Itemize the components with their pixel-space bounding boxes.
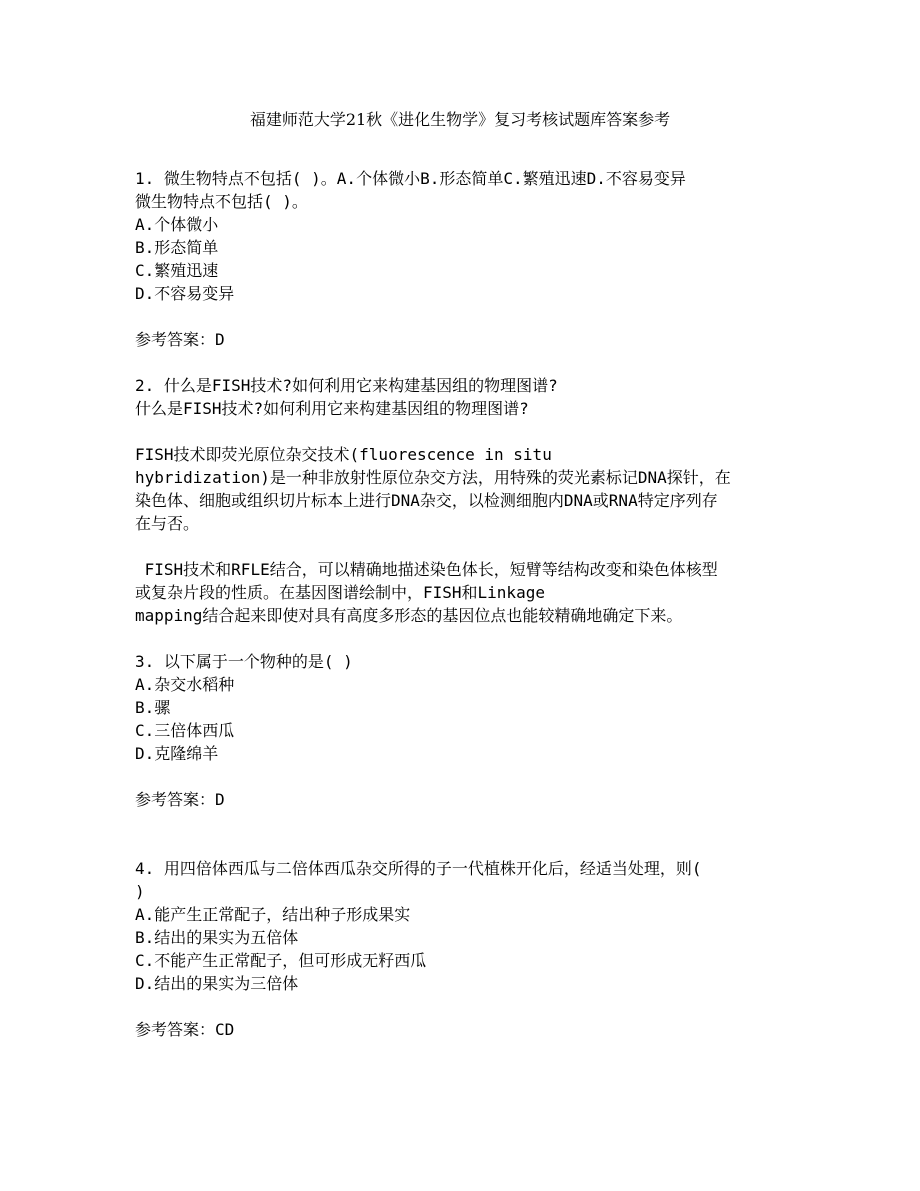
question-1-option-d: D.不容易变异 [135, 284, 235, 303]
question-1 [135, 167, 785, 351]
question-2-answer-p1-l4: 在与否。 [135, 514, 200, 533]
question-3-option-c: C.三倍体西瓜 [135, 721, 235, 740]
question-4-option-c: C.不能产生正常配子，但可形成无籽西瓜 [135, 951, 427, 970]
question-3-option-d: D.克隆绵羊 [135, 744, 219, 763]
question-4-option-b: B.结出的果实为五倍体 [135, 928, 299, 947]
question-2-answer-p2-l1: FISH技术和RFLE结合，可以精确地描述染色体长，短臂等结构改变和染色体核型 [135, 560, 718, 579]
question-2-answer-p1-l2: hybridization)是一种非放射性原位杂交方法，用特殊的荧光素标记DNA探针，在 [135, 468, 731, 487]
question-2-answer-p2-l2: 或复杂片段的性质。在基因图谱绘制中，FISH和Linkage [135, 583, 545, 602]
question-1-option-b: B.形态简单 [135, 238, 219, 257]
question-4-answer: 参考答案：CD [135, 1020, 235, 1039]
question-4-option-a: A.能产生正常配子，结出种子形成果实 [135, 905, 411, 924]
question-3-option-b: B.骡 [135, 698, 171, 717]
question-2-stem: 什么是FISH技术?如何利用它来构建基因组的物理图谱? [135, 399, 529, 418]
document-title: 福建师范大学21秋《进化生物学》复习考核试题库答案参考 [249, 110, 671, 129]
question-4-heading-l1: 4. 用四倍体西瓜与二倍体西瓜杂交所得的子一代植株开化后，经适当处理，则( [135, 859, 702, 878]
question-1-option-a: A.个体微小 [135, 215, 219, 234]
question-4-heading-l2: ) [135, 882, 145, 901]
question-3-option-a: A.杂交水稻种 [135, 675, 235, 694]
document-page [135, 108, 785, 1041]
question-3-answer: 参考答案：D [135, 790, 225, 809]
question-2-answer-p2-l3: mapping结合起来即使对具有高度多形态的基因位点也能较精确地确定下来。 [135, 606, 683, 625]
question-2-answer-p1-l1: FISH技术即荧光原位杂交技术(fluorescence in situ [135, 445, 552, 464]
question-4 [135, 857, 785, 1041]
question-4-option-d: D.结出的果实为三倍体 [135, 974, 299, 993]
question-1-answer: 参考答案：D [135, 330, 225, 349]
question-3 [135, 650, 785, 811]
question-2-heading: 2. 什么是FISH技术?如何利用它来构建基因组的物理图谱? [135, 376, 558, 395]
question-2-answer-p1-l3: 染色体、细胞或组织切片标本上进行DNA杂交，以检测细胞内DNA或RNA特定序列存 [135, 491, 718, 510]
question-1-option-c: C.繁殖迅速 [135, 261, 219, 280]
question-3-heading: 3. 以下属于一个物种的是( ) [135, 652, 353, 671]
question-1-heading: 1. 微生物特点不包括( )。A.个体微小B.形态简单C.繁殖迅速D.不容易变异 [135, 169, 686, 188]
question-2 [135, 374, 785, 627]
question-1-stem: 微生物特点不包括( )。 [135, 192, 308, 211]
